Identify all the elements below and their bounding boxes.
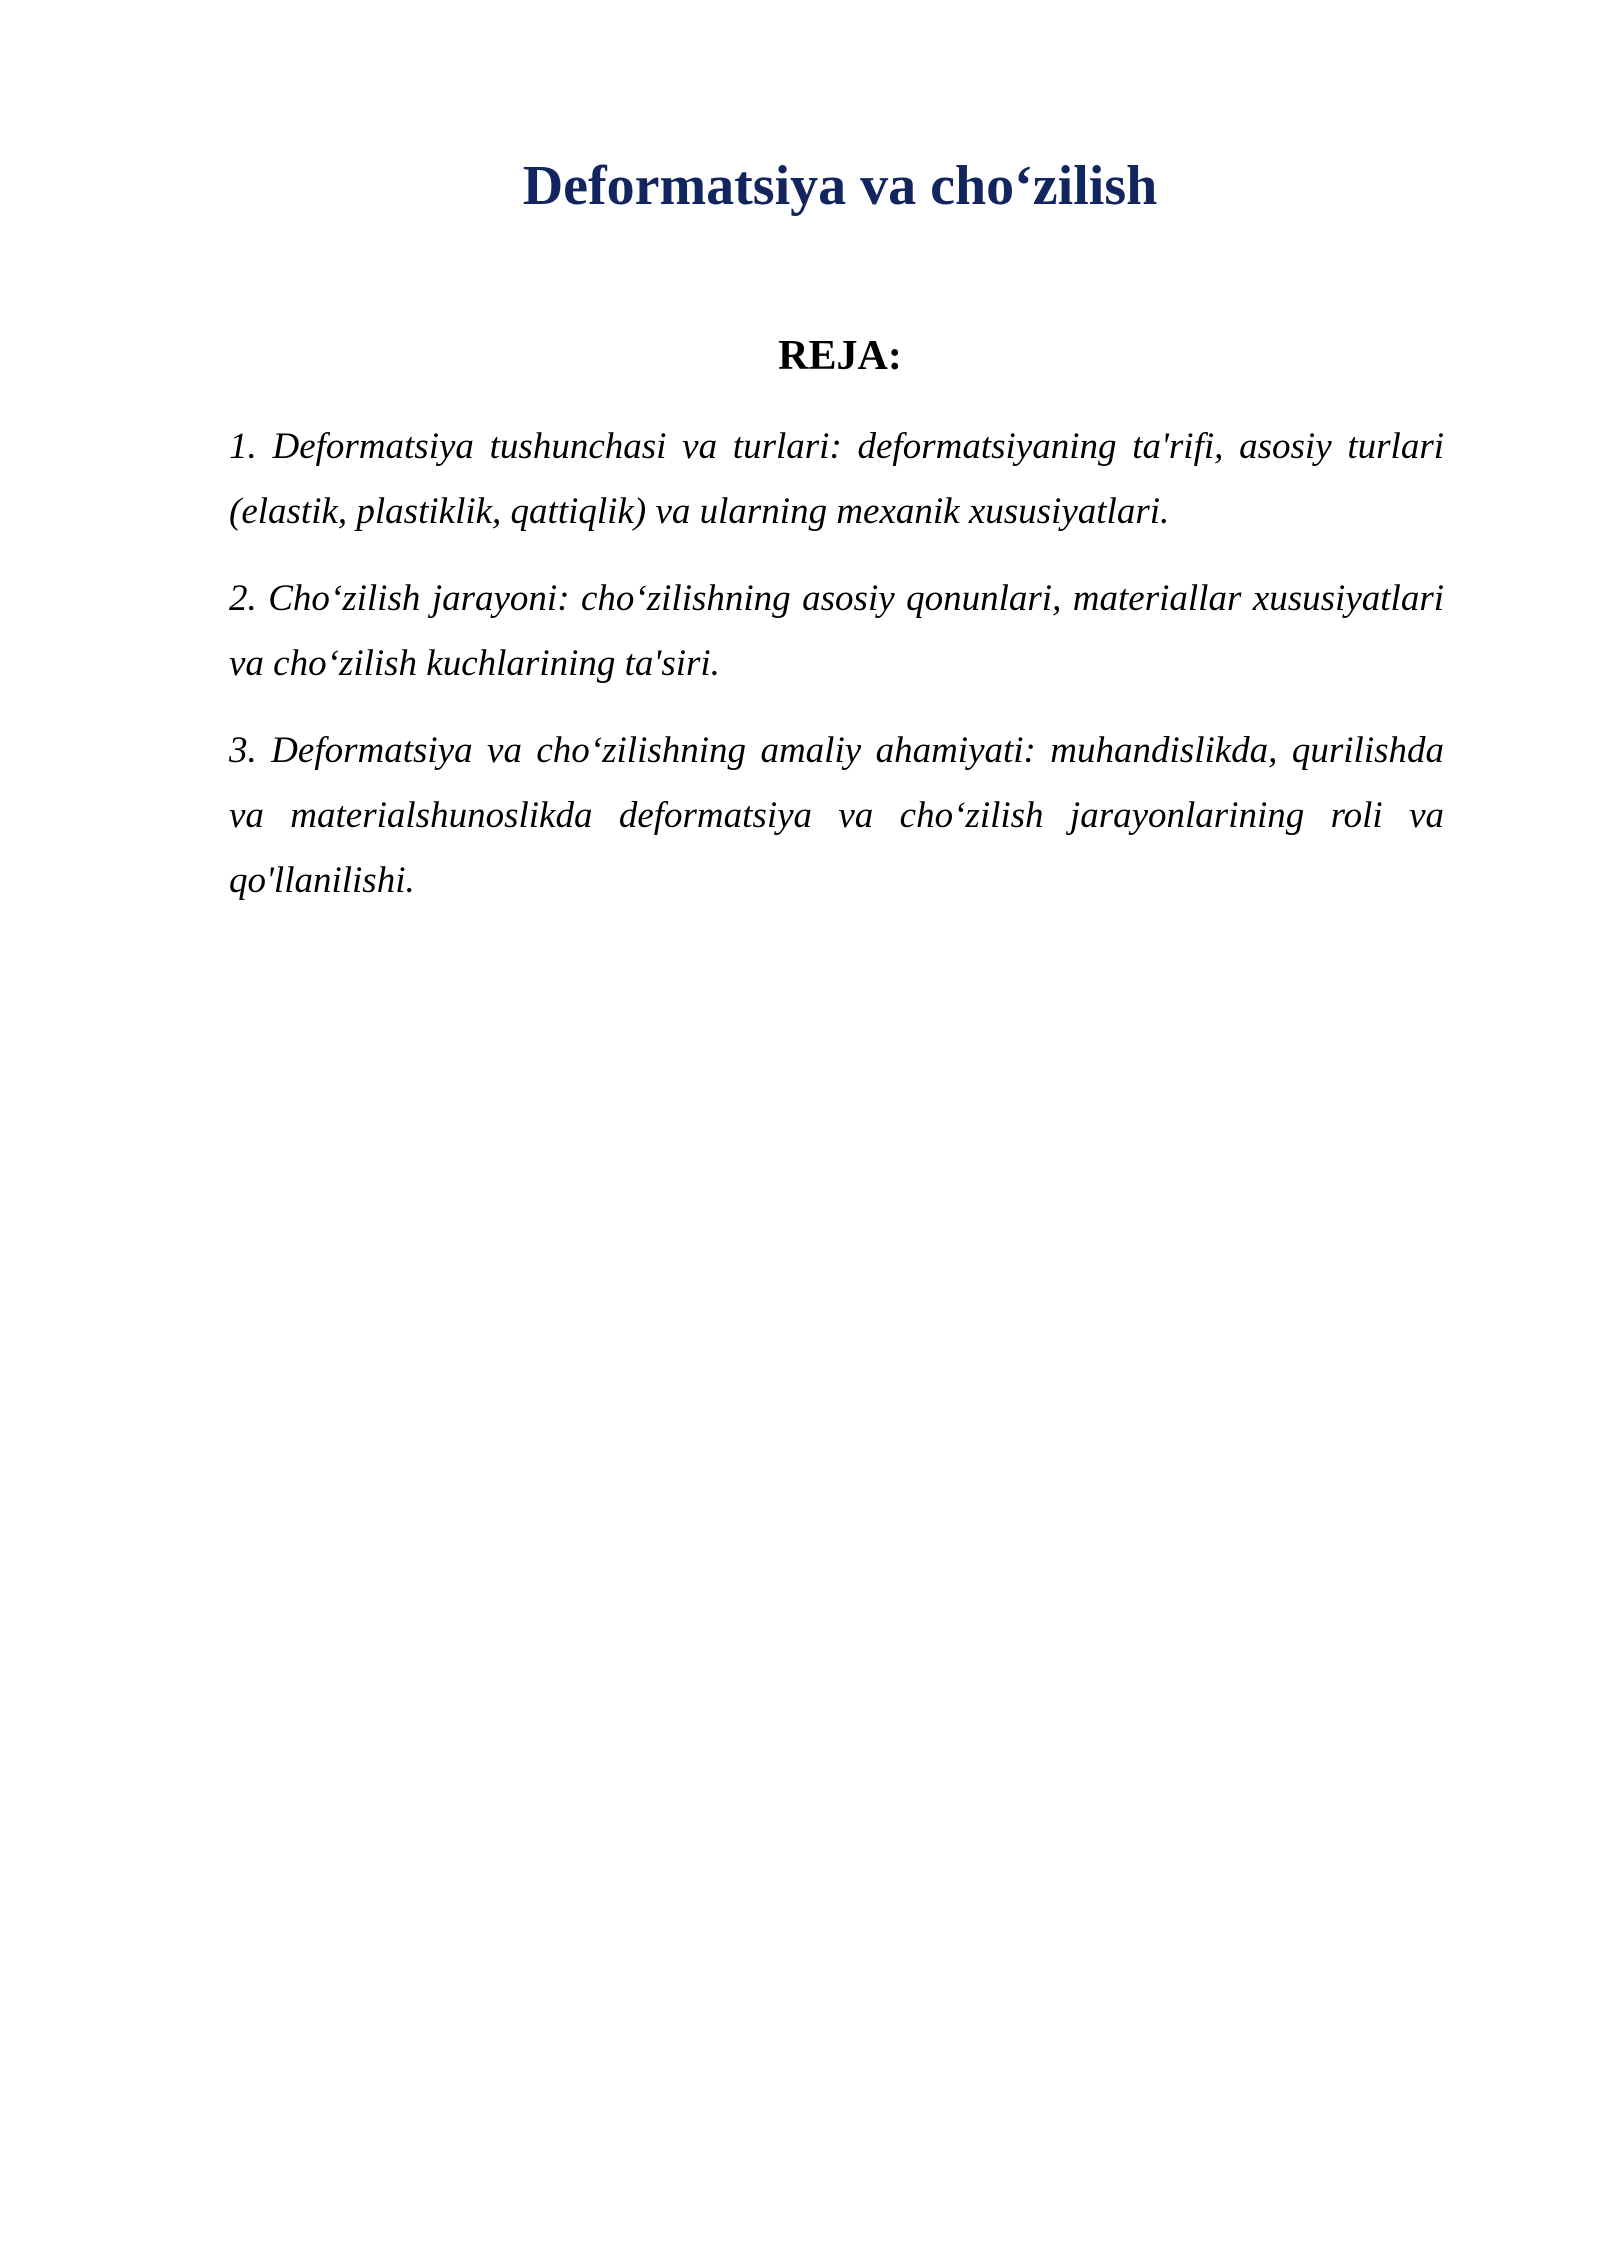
plan-item-3: 3. Deformatsiya va cho‘zilishning amaliy ahamiyati: muhandislikda, qurilishda va materialshunoslikda deformatsiya va cho‘zilish jarayonlarining roli va qo'llanilishi. — [229, 730, 1444, 901]
plan-list — [229, 414, 1444, 935]
plan-item-2: 2. Cho‘zilish jarayoni: cho‘zilishning asosiy qonunlari, materiallar xususiyatlari va cho‘zilish kuchlarining ta'siri. — [229, 578, 1444, 684]
document-title: Deformatsiya va cho‘zilish — [522, 155, 1158, 217]
plan-heading: REJA: — [778, 333, 902, 379]
plan-item-1: 1. Deformatsiya tushunchasi va turlari: deformatsiyaning ta'rifi, asosiy turlari (elastik, plastiklik, qattiqlik) va ularning mexanik xususiyatlari. — [229, 426, 1444, 532]
